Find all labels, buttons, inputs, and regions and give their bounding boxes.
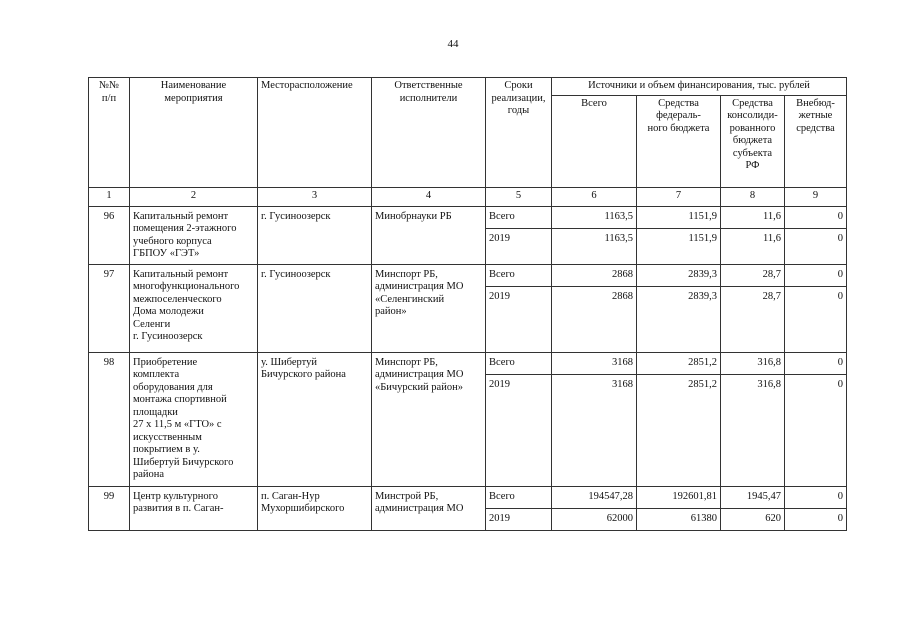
row-name: Центр культурного развития в п. Саган- xyxy=(130,486,258,530)
row-period: 2019 xyxy=(486,374,552,486)
table-row xyxy=(89,486,847,508)
header-row-top xyxy=(89,78,847,96)
column-number: 1 xyxy=(89,187,130,206)
column-number: 8 xyxy=(721,187,785,206)
row-extrabudget: 0 xyxy=(785,508,847,530)
row-total: 3168 xyxy=(552,374,637,486)
header-col-federal: Средства федераль- ного бюджета xyxy=(637,95,721,187)
row-number: 96 xyxy=(89,206,130,264)
row-extrabudget: 0 xyxy=(785,374,847,486)
row-period: 2019 xyxy=(486,508,552,530)
table-row xyxy=(89,264,847,286)
row-regional: 620 xyxy=(721,508,785,530)
row-number: 98 xyxy=(89,352,130,486)
funding-table xyxy=(88,77,847,531)
row-federal: 1151,9 xyxy=(637,228,721,264)
header-funding-group: Источники и объем финансирования, тыс. рублей xyxy=(552,78,847,96)
row-period: Всего xyxy=(486,352,552,374)
row-total: 1163,5 xyxy=(552,228,637,264)
header-col-extrabudget: Внебюд- жетные средства xyxy=(785,95,847,187)
row-federal: 61380 xyxy=(637,508,721,530)
row-name: Капитальный ремонт помещения 2-этажного учебного корпуса ГБПОУ «ГЭТ» xyxy=(130,206,258,264)
column-number: 4 xyxy=(372,187,486,206)
page-number: 44 xyxy=(447,38,459,50)
column-number: 9 xyxy=(785,187,847,206)
column-number: 6 xyxy=(552,187,637,206)
row-period: 2019 xyxy=(486,228,552,264)
row-period: Всего xyxy=(486,264,552,286)
row-location: п. Саган-Нур Мухоршибирского xyxy=(258,486,372,530)
row-period: Всего xyxy=(486,486,552,508)
row-extrabudget: 0 xyxy=(785,286,847,352)
row-extrabudget: 0 xyxy=(785,228,847,264)
row-federal: 2839,3 xyxy=(637,286,721,352)
header-col-num: №№ п/п xyxy=(89,78,130,188)
row-extrabudget: 0 xyxy=(785,352,847,374)
column-number: 3 xyxy=(258,187,372,206)
row-regional: 316,8 xyxy=(721,374,785,486)
row-federal: 2851,2 xyxy=(637,352,721,374)
row-regional: 28,7 xyxy=(721,286,785,352)
row-total: 2868 xyxy=(552,264,637,286)
row-regional: 28,7 xyxy=(721,264,785,286)
row-federal: 192601,81 xyxy=(637,486,721,508)
row-regional: 1945,47 xyxy=(721,486,785,508)
column-number: 7 xyxy=(637,187,721,206)
row-period: Всего xyxy=(486,206,552,228)
row-total: 194547,28 xyxy=(552,486,637,508)
row-extrabudget: 0 xyxy=(785,264,847,286)
table-row xyxy=(89,206,847,228)
header-col-location: Месторасположение xyxy=(258,78,372,188)
table-row xyxy=(89,352,847,374)
row-extrabudget: 0 xyxy=(785,486,847,508)
column-number: 5 xyxy=(486,187,552,206)
header-col-name: Наименование мероприятия xyxy=(130,78,258,188)
row-location: г. Гусиноозерск xyxy=(258,264,372,352)
row-federal: 2839,3 xyxy=(637,264,721,286)
header-col-period: Сроки реализации, годы xyxy=(486,78,552,188)
row-federal: 1151,9 xyxy=(637,206,721,228)
row-total: 3168 xyxy=(552,352,637,374)
row-total: 62000 xyxy=(552,508,637,530)
row-location: г. Гусиноозерск xyxy=(258,206,372,264)
row-number: 99 xyxy=(89,486,130,530)
row-regional: 316,8 xyxy=(721,352,785,374)
row-number: 97 xyxy=(89,264,130,352)
row-name: Капитальный ремонт многофункционального межпоселенческого Дома молодежи Селенги г. Гусиноозерск xyxy=(130,264,258,352)
row-regional: 11,6 xyxy=(721,206,785,228)
header-col-responsible: Ответственные исполнители xyxy=(372,78,486,188)
row-total: 2868 xyxy=(552,286,637,352)
row-name: Приобретение комплекта оборудования для монтажа спортивной площадки 27 х 11,5 м «ГТО» с искусственным покрытием в у. Шибертуй Бичурского района xyxy=(130,352,258,486)
row-federal: 2851,2 xyxy=(637,374,721,486)
row-location: у. Шибертуй Бичурского района xyxy=(258,352,372,486)
row-period: 2019 xyxy=(486,286,552,352)
column-number: 2 xyxy=(130,187,258,206)
header-col-regional: Средства консолиди- рованного бюджета субъекта РФ xyxy=(721,95,785,187)
row-responsible: Минобрнауки РБ xyxy=(372,206,486,264)
column-numbers-row xyxy=(89,187,847,206)
row-extrabudget: 0 xyxy=(785,206,847,228)
row-total: 1163,5 xyxy=(552,206,637,228)
row-responsible: Минстрой РБ, администрация МО xyxy=(372,486,486,530)
row-responsible: Минспорт РБ, администрация МО «Селенгинский район» xyxy=(372,264,486,352)
row-regional: 11,6 xyxy=(721,228,785,264)
header-col-total: Всего xyxy=(552,95,637,187)
row-responsible: Минспорт РБ, администрация МО «Бичурский район» xyxy=(372,352,486,486)
